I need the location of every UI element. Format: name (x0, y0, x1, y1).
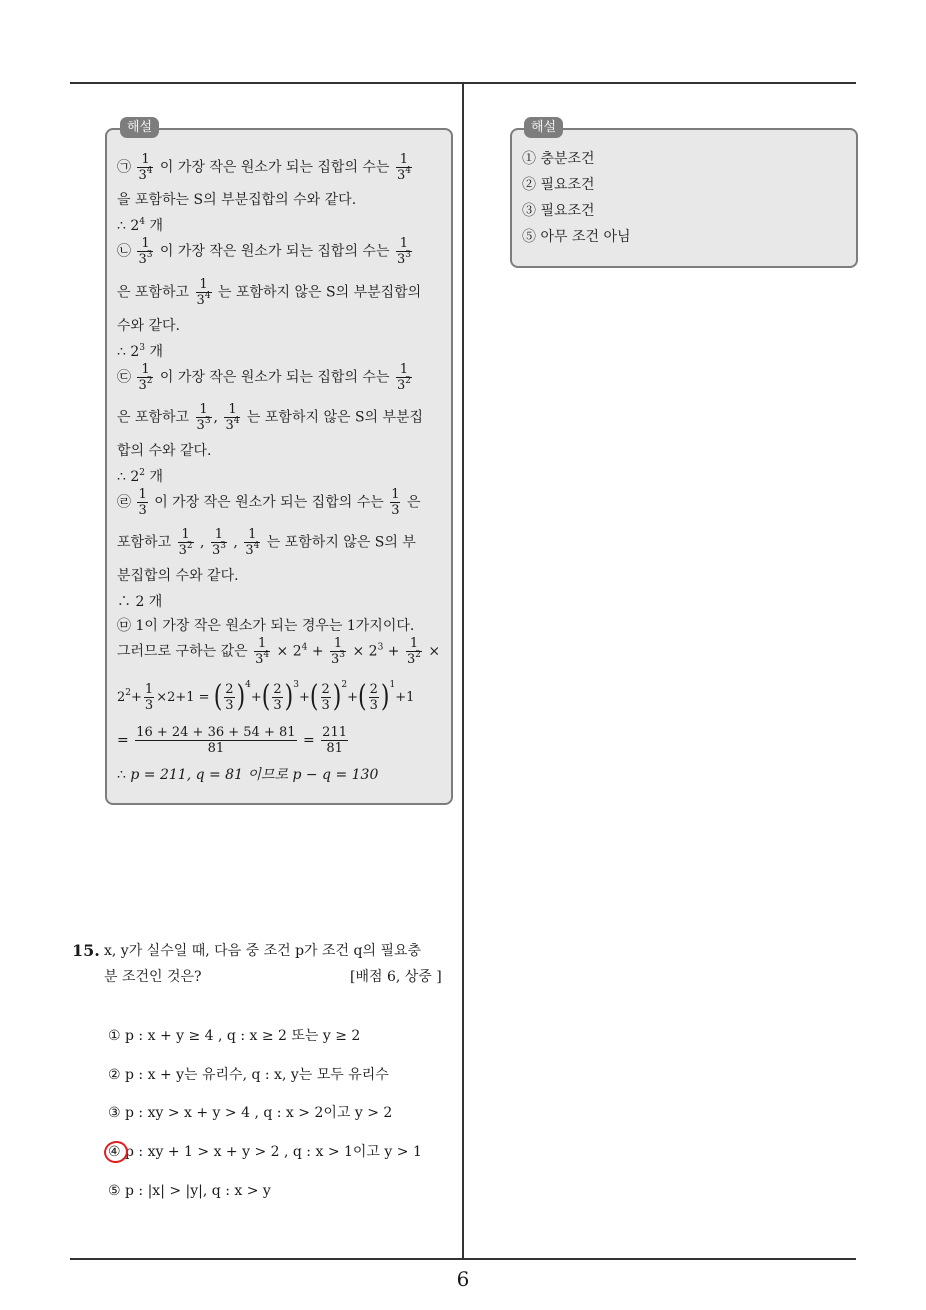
option-2[interactable]: ② p : x + y는 유리수, q : x, y는 모두 유리수 (108, 1067, 389, 1083)
solution-line-16: ㉤ 1이 가장 작은 원소가 되는 경우는 1가지이다. (117, 618, 415, 634)
fraction: $\frac{1}{3^3}$ (211, 527, 226, 558)
fraction: $\frac{1}{3^2}$ (178, 527, 193, 558)
right-solution-item-3: ③ 필요조건 (522, 203, 595, 219)
question-points: [배점 6, 상중 ] (350, 969, 442, 985)
fraction: $\frac{1}{3^2}$ (396, 362, 411, 393)
solution-line-14: 분집합의 수와 같다. (117, 568, 239, 584)
column-divider (462, 82, 464, 1259)
option-4[interactable]: ④ p : xy + 1 > x + y > 2 , q : x > 1이고 y > 1 (108, 1144, 422, 1160)
left-solution-tag: 해설 (120, 117, 159, 138)
option-5[interactable]: ⑤ p : |x| > |y|, q : x > y (108, 1183, 271, 1199)
question-stem-line-1: x, y가 실수일 때, 다음 중 조건 p가 조건 q의 필요충 (104, 943, 422, 959)
fraction: $\frac{1}{3^4}$ (196, 277, 211, 308)
solution-line-1: ㉠ $\frac{1}{3^4}$ 이 가장 작은 원소가 되는 집합의 수는 $\frac{1}{3^4}$ (117, 152, 411, 183)
fraction: $\frac{1}{3}$ (138, 487, 147, 518)
option-1[interactable]: ① p : x + y ≥ 4 , q : x ≥ 2 또는 y ≥ 2 (108, 1028, 361, 1044)
solution-line-11: ∴ $2^2$ 개 (117, 468, 164, 485)
right-solution-box (510, 128, 858, 268)
fraction: $\frac{1}{3}$ (391, 487, 400, 518)
solution-line-15: ∴ 2 개 (117, 594, 163, 610)
solution-line-2: 을 포함하는 S의 부분집합의 수와 같다. (117, 192, 357, 208)
fraction: $\frac{1}{3^3}$ (396, 236, 411, 267)
bottom-rule (70, 1258, 856, 1260)
fraction: $\frac{1}{3^4}$ (138, 152, 153, 183)
solution-line-13: 포함하고 $\frac{1}{3^2}$ , $\frac{1}{3^3}$ , $\frac{1}{3^4}$ 는 포함하지 않은 S의 부 (117, 527, 416, 558)
fraction: $\frac{1}{3^4}$ (225, 402, 240, 433)
question-stem-line-2: 분 조건인 것은? (104, 969, 202, 985)
right-solution-item-1: ① 충분조건 (522, 151, 595, 167)
fraction: $\frac{1}{3^3}$ (138, 236, 153, 267)
right-solution-item-2: ② 필요조건 (522, 177, 595, 193)
solution-line-4: ㉡ $\frac{1}{3^3}$ 이 가장 작은 원소가 되는 집합의 수는 $\frac{1}{3^3}$ (117, 236, 411, 267)
right-solution-tag: 해설 (524, 117, 563, 138)
solution-line-20: ∴ p = 211, q = 81 이므로 p − q = 130 (117, 767, 379, 783)
solution-line-8: ㉢ $\frac{1}{3^2}$ 이 가장 작은 원소가 되는 집합의 수는 $\frac{1}{3^2}$ (117, 362, 411, 393)
right-solution-item-4: ⑤ 아무 조건 아님 (522, 229, 631, 245)
solution-line-10: 합의 수와 같다. (117, 443, 212, 459)
solution-line-18: $2^2+$ $\frac{1}{3}$ ×2+1 = ( $\frac{2}{3}$ )$^4$+( $\frac{2}{3}$ )$^3$+( $\frac{2}{3}$ )$^2$+( $\frac{2}{3}$ )$^1$+1 (117, 679, 415, 714)
question-number: 15. (72, 941, 100, 960)
page-number: 6 (456, 1267, 470, 1291)
solution-line-5: 은 포함하고 $\frac{1}{3^4}$ 는 포함하지 않은 S의 부분집합의 (117, 277, 422, 308)
solution-line-19: = $\frac{16 + 24 + 36 + 54 + 81}{81}$ = $\frac{211}{81}$ (117, 725, 347, 756)
solution-line-3: ∴ $2^4$ 개 (117, 217, 164, 234)
fraction: $\frac{1}{3^3}$ (196, 402, 211, 433)
option-3[interactable]: ③ p : xy > x + y > 4 , q : x > 2이고 y > 2 (108, 1105, 393, 1121)
solution-line-17: 그러므로 구하는 값은 $\frac{1}{3^4}$ × $2^4$ + $\frac{1}{3^3}$ × $2^3$ + $\frac{1}{3^2}$ × (117, 636, 441, 667)
solution-line-7: ∴ $2^3$ 개 (117, 343, 164, 360)
fraction: $\frac{1}{3^4}$ (245, 527, 260, 558)
solution-line-6: 수와 같다. (117, 318, 180, 334)
solution-line-9: 은 포함하고 $\frac{1}{3^3}$ , $\frac{1}{3^4}$ 는 포함하지 않은 S의 부분집 (117, 402, 424, 433)
fraction: $\frac{1}{3^2}$ (138, 362, 153, 393)
solution-line-12: ㉣ $\frac{1}{3}$ 이 가장 작은 원소가 되는 집합의 수는 $\frac{1}{3}$ 은 (117, 487, 421, 518)
fraction: $\frac{1}{3^4}$ (396, 152, 411, 183)
